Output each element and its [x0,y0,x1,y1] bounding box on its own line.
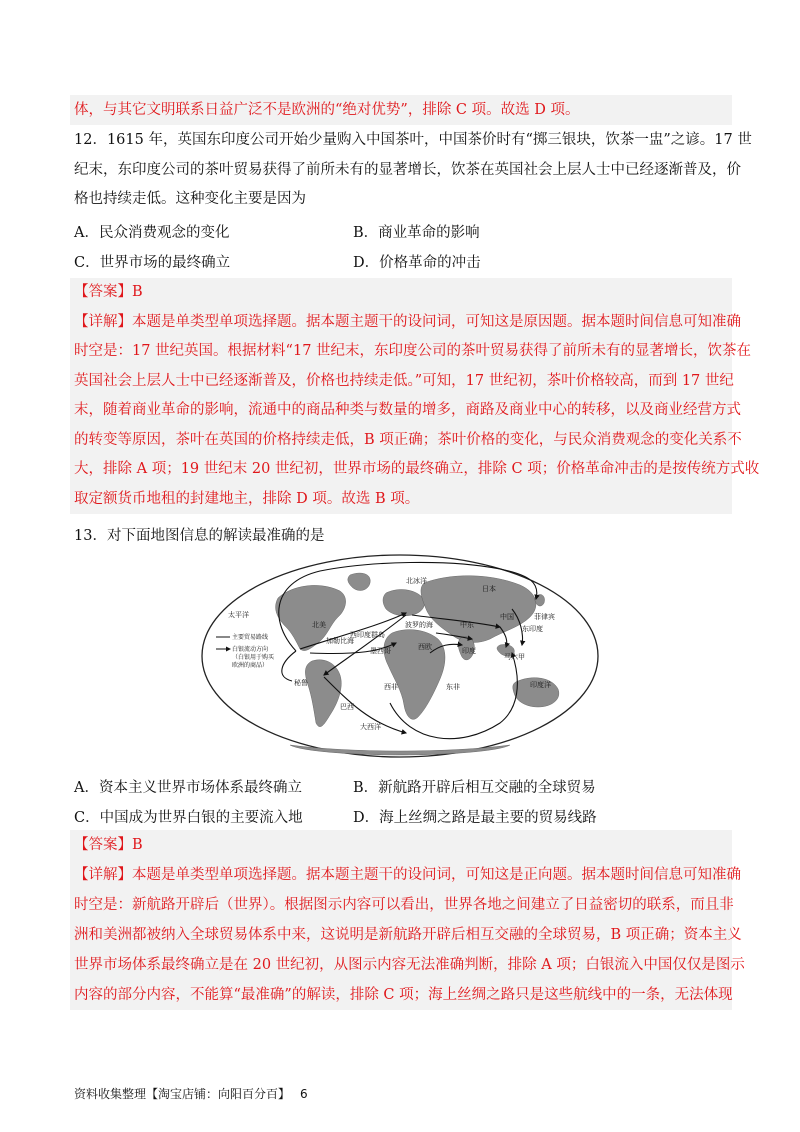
question-13-detail-line: 洲和美洲都被纳入全球贸易体系中来，这说明是新航路开辟后相互交融的全球贸易，B 项正确；资本主义 [74,927,742,943]
legend-trade-route: 主要贸易路线 [232,634,269,641]
question-12-option-d: D．价格革命的冲击 [353,255,481,271]
question-13-option-b: B．新航路开辟后相互交融的全球贸易 [353,780,596,796]
question-12-line: 格也持续走低。这种变化主要是因为 [74,191,306,207]
previous-detail-line: 体，与其它文明联系日益广泛不是欧洲的“绝对优势”，排除 C 项。故选 D 项。 [74,102,580,118]
label-east-africa: 东非 [446,683,460,691]
question-13-option-a: A．资本主义世界市场体系最终确立 [74,780,302,796]
label-middle-east: 中东 [460,621,474,629]
label-peru: 秘鲁 [294,679,308,687]
page-number: 6 [300,1087,308,1101]
label-caribbean: 加勒比海 [326,637,354,645]
label-japan: 日本 [482,585,496,593]
world-trade-map [200,553,600,759]
label-china: 中国 [500,613,514,621]
question-12-detail-line: 末，随着商业革命的影响，流通中的商品种类与数量的增多，商路及商业中心的转移，以及商业经营方式 [74,402,741,418]
question-12-answer-block [70,278,760,514]
question-13-option-c: C．中国成为世界白银的主要流入地 [74,810,303,826]
question-13-detail-line: 【详解】本题是单类型单项选择题。据本题主题干的设问词，可知这是正向题。据本题时间信息可知准确 [74,867,741,883]
label-india: 印度 [462,647,476,655]
question-12-detail-line: 的转变等原因，茶叶在英国的价格持续走低，B 项正确；茶叶价格的变化，与民众消费观念的变化关系不 [74,431,742,448]
question-12-line: 纪末，东印度公司的茶叶贸易获得了前所未有的显著增长，饮茶在英国社会上层人士中已经逐渐普及，价 [74,161,741,178]
world-trade-map-svg [200,553,600,759]
label-pacific: 太平洋 [228,611,249,619]
label-mexico: 墨西哥 [370,647,391,655]
label-west-europe: 西欧 [418,643,432,651]
question-12-stem [74,126,752,215]
question-12-detail-line: 大，排除 A 项；19 世纪末 20 世纪初，世界市场的最终确立，排除 C 项；价格革命冲击的是按传统方式收 [74,461,760,477]
label-arctic: 北冰洋 [406,577,427,585]
legend-note-1: （白银用于购买 [232,654,275,661]
question-13-answer-block [70,830,745,1010]
legend-note-2: 欧洲的商品） [232,662,269,669]
label-malacca: 马六甲 [504,653,525,661]
question-12-option-b: B．商业革命的影响 [353,225,480,241]
label-west-africa: 西非 [384,683,398,691]
question-13-option-d: D．海上丝绸之路是最主要的贸易线路 [353,810,597,826]
question-13-stem: 13．对下面地图信息的解读最准确的是 [74,528,325,544]
label-atlantic: 大西洋 [360,723,381,731]
question-12-detail-line: 英国社会上层人士中已经逐渐普及，价格也持续走低。”可知，17 世纪初，茶叶价格较高，而到 17 世纪 [74,372,734,389]
footer-source: 资料收集整理【淘宝店铺：向阳百分百】 [74,1087,291,1101]
label-north-america: 北美 [312,621,326,629]
question-13-detail-line: 时空是：新航路开辟后（世界）。根据图示内容可以看出，世界各地之间建立了日益密切的联系，而且非 [74,897,734,913]
label-baltic: 波罗的海 [405,621,433,629]
question-13-answer: 【答案】B [74,837,143,853]
question-13-detail-line: 世界市场体系最终确立是在 20 世纪初，从图示内容无法准确判断，排除 A 项；白银流入中国仅仅是图示 [74,957,745,973]
question-12-detail-line: 时空是：17 世纪英国。根据材料“17 世纪末，东印度公司的茶叶贸易获得了前所未有的显著增长，饮茶在 [74,343,752,359]
question-12-line: 12．1615 年，英国东印度公司开始少量购入中国茶叶，中国茶价时有“掷三银块，饮茶一盅”之谚。17 世 [74,132,752,148]
label-philippines: 菲律宾 [534,613,555,621]
label-brazil: 巴西 [340,703,354,711]
question-12-option-c: C．世界市场的最终确立 [74,255,231,271]
previous-detail-block [70,95,732,125]
question-13-detail-line: 内容的部分内容，不能算“最准确”的解读，排除 C 项；海上丝绸之路只是这些航线中的一条，无法体现 [74,987,733,1003]
question-12-detail-line: 【详解】本题是单类型单项选择题。据本题主题干的设问词，可知这是原因题。据本题时间信息可知准确 [74,313,741,330]
question-12-detail-line: 取定额货币地租的封建地主，排除 D 项。故选 B 项。 [74,490,420,507]
label-west-indies: 西印度群岛 [350,631,385,639]
label-indian-ocean: 印度洋 [530,681,551,689]
legend-silver-flow: 白银流动方向 [232,646,269,653]
question-12-answer: 【答案】B [74,284,143,300]
question-12-option-a: A．民众消费观念的变化 [74,225,230,241]
page-footer [74,1085,318,1102]
label-east-indies: 东印度 [522,625,543,633]
